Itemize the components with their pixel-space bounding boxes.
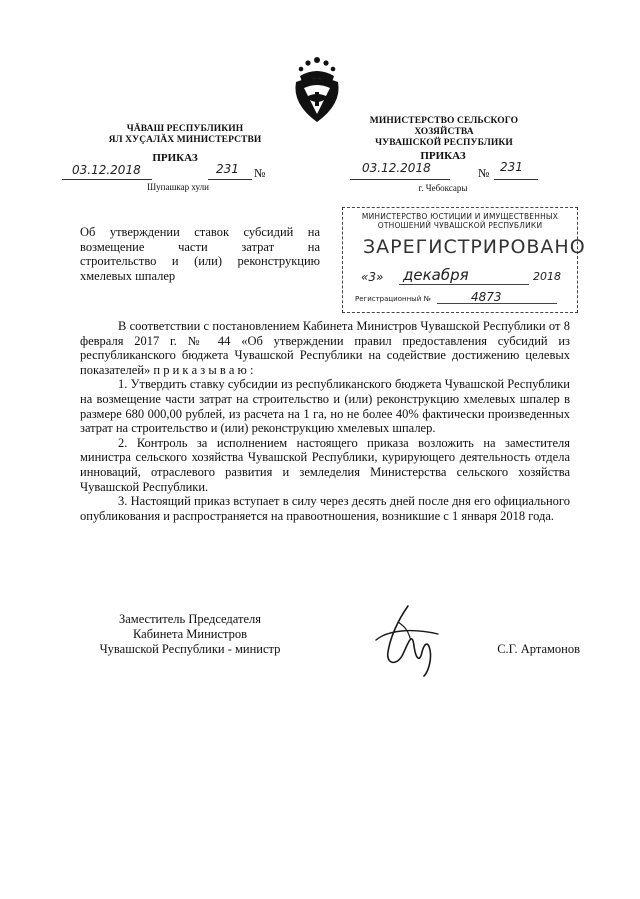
left-city: Шупашкар хули [147,182,209,192]
stamp-line2: ОТНОШЕНИЙ ЧУВАШСКОЙ РЕСПУБЛИКИ [377,221,543,230]
body-paragraph-preamble: В соответствии с постановлением Кабинета Министров Чувашской Республики от 8 февраля 2017 г. № 44 «Об утверждении правил предоставления субсидий из республиканского бюджета Чувашской Республики на содействие достижению целевых показателей» п р и к а з ы в а ю : [80,319,570,377]
right-number: 231 [500,160,523,174]
left-org-name [92,124,278,146]
stamp-reg-number: 4873 [471,290,502,304]
subject-line2: возмещение части затрат на [80,239,320,254]
right-org-name [344,116,544,149]
left-number-sign: № [254,166,266,180]
left-number: 231 [216,162,239,176]
registration-stamp [342,207,586,313]
body-paragraph-3: 3. Настоящий приказ вступает в силу через десять дней после дня его официального опубликования и распространяется на правоотношения, возникшие с 1 января 2018 года. [80,494,570,523]
left-org-line1: ЧĂВАШ РЕСПУБЛИКИН [126,124,244,134]
right-number-sign: № [478,166,490,180]
body-paragraph-2: 2. Контроль за исполнением настоящего приказа возложить на заместителя министра сельского хозяйства Чувашской Республики, курирующего деятельность отдела инноваций, отраслевого развития и земледелия Министерства сельского хозяйства Чувашской Республики. [80,435,570,494]
stamp-registered: ЗАРЕГИСТРИРОВАНО [363,236,586,258]
right-city: г. Чебоксары [418,183,468,193]
stamp-date-day: «3» [361,270,384,284]
stamp-date-line [399,284,529,285]
stamp-date-month: декабря [403,266,469,284]
left-prikaz-heading: ПРИКАЗ [152,152,198,164]
subject-line4: хмелевых шпалер [80,268,176,283]
right-prikaz-heading: ПРИКАЗ [420,150,466,162]
signatory-title [80,612,300,657]
handwritten-signature [368,600,448,680]
order-body [80,319,570,523]
stamp-line1: МИНИСТЕРСТВО ЮСТИЦИИ И ИМУЩЕСТВЕННЫХ [361,212,559,221]
signatory-title-line2: Кабинета Министров [132,627,248,641]
signatory-name: С.Г. Артамонов [497,642,580,656]
stamp-date-year: 2018 [533,270,561,283]
left-date: 03.12.2018 [72,163,141,177]
order-subject [80,225,320,283]
subject-line1: Об утверждении ставок субсидий на [80,225,320,239]
subject-line3: строительство и (или) реконструкцию [80,254,320,268]
right-date: 03.12.2018 [362,161,431,175]
right-org-line2: ЧУВАШСКОЙ РЕСПУБЛИКИ [375,138,513,148]
coat-of-arms-emblem [286,52,348,126]
left-org-line2: ЯЛ ХУÇАЛĂХ МИНИСТЕРСТВИ [108,135,262,145]
body-paragraph-1: 1. Утвердить ставку субсидии из республиканского бюджета Чувашской Республики на возмещение части затрат на строительство и (или) реконструкцию хмелевых шпалер в размере 680 000,00 рублей, из расчета на 1 га, но не более 40% фактически произведенных затрат на строительство и (или) реконструкцию хмелевых шпалер. [80,377,570,436]
right-org-line1: МИНИСТЕРСТВО СЕЛЬСКОГО ХОЗЯЙСТВА [369,116,519,137]
signatory-title-line3: Чувашской Республики - министр [99,642,281,656]
signatory-title-line1: Заместитель Председателя [118,612,262,626]
stamp-reg-label: Регистрационный № [355,295,431,303]
